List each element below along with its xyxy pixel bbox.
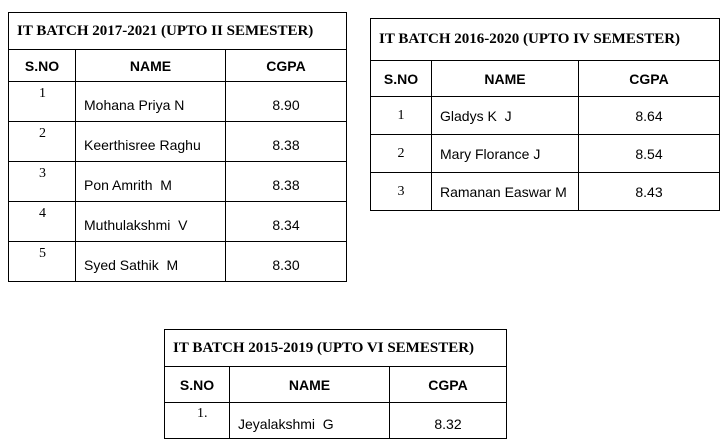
name-cell: Muthulakshmi V: [76, 202, 226, 242]
sno-cell: 4: [9, 202, 76, 242]
cgpa-cell: 8.90: [226, 82, 347, 122]
cgpa-cell: 8.34: [226, 202, 347, 242]
name-cell: Ramanan Easwar M: [432, 173, 579, 211]
name-cell: Pon Amrith M: [76, 162, 226, 202]
cgpa-cell: 8.38: [226, 122, 347, 162]
table-row: [9, 202, 347, 242]
name-cell: Keerthisree Raghu: [76, 122, 226, 162]
sno-cell: 3: [9, 162, 76, 202]
sno-cell: 1: [371, 97, 432, 135]
cgpa-cell: 8.43: [579, 173, 720, 211]
cgpa-cell: 8.38: [226, 162, 347, 202]
sno-cell: 5: [9, 242, 76, 282]
table-row: [371, 97, 720, 135]
batch-2017-2021-table: [8, 12, 347, 282]
cgpa-cell: 8.64: [579, 97, 720, 135]
table-title: IT BATCH 2016-2020 (UPTO IV SEMESTER): [371, 19, 720, 61]
table-row: [9, 162, 347, 202]
sno-cell: 3: [371, 173, 432, 211]
table-row: [371, 173, 720, 211]
name-cell: Mary Florance J: [432, 135, 579, 173]
sno-header: S.NO: [9, 50, 76, 82]
table-title: IT BATCH 2015-2019 (UPTO VI SEMESTER): [165, 330, 507, 367]
name-cell: Gladys K J: [432, 97, 579, 135]
sno-cell: 1.: [165, 403, 230, 439]
sno-cell: 2: [9, 122, 76, 162]
name-header: NAME: [76, 50, 226, 82]
table-row: [371, 135, 720, 173]
cgpa-cell: 8.30: [226, 242, 347, 282]
table-row: [165, 403, 507, 439]
batch-2015-2019-table: [164, 329, 507, 439]
cgpa-cell: 8.54: [579, 135, 720, 173]
table-row: [9, 242, 347, 282]
sno-header: S.NO: [165, 367, 230, 403]
name-header: NAME: [432, 61, 579, 97]
name-cell: Syed Sathik M: [76, 242, 226, 282]
sno-cell: 2: [371, 135, 432, 173]
table-row: [9, 122, 347, 162]
batch-2016-2020-table: [370, 18, 720, 211]
sno-header: S.NO: [371, 61, 432, 97]
cgpa-header: CGPA: [390, 367, 507, 403]
name-cell: Jeyalakshmi G: [230, 403, 390, 439]
name-header: NAME: [230, 367, 390, 403]
name-cell: Mohana Priya N: [76, 82, 226, 122]
table-title: IT BATCH 2017-2021 (UPTO II SEMESTER): [9, 13, 347, 50]
cgpa-header: CGPA: [579, 61, 720, 97]
cgpa-header: CGPA: [226, 50, 347, 82]
table-row: [9, 82, 347, 122]
sno-cell: 1: [9, 82, 76, 122]
cgpa-cell: 8.32: [390, 403, 507, 439]
